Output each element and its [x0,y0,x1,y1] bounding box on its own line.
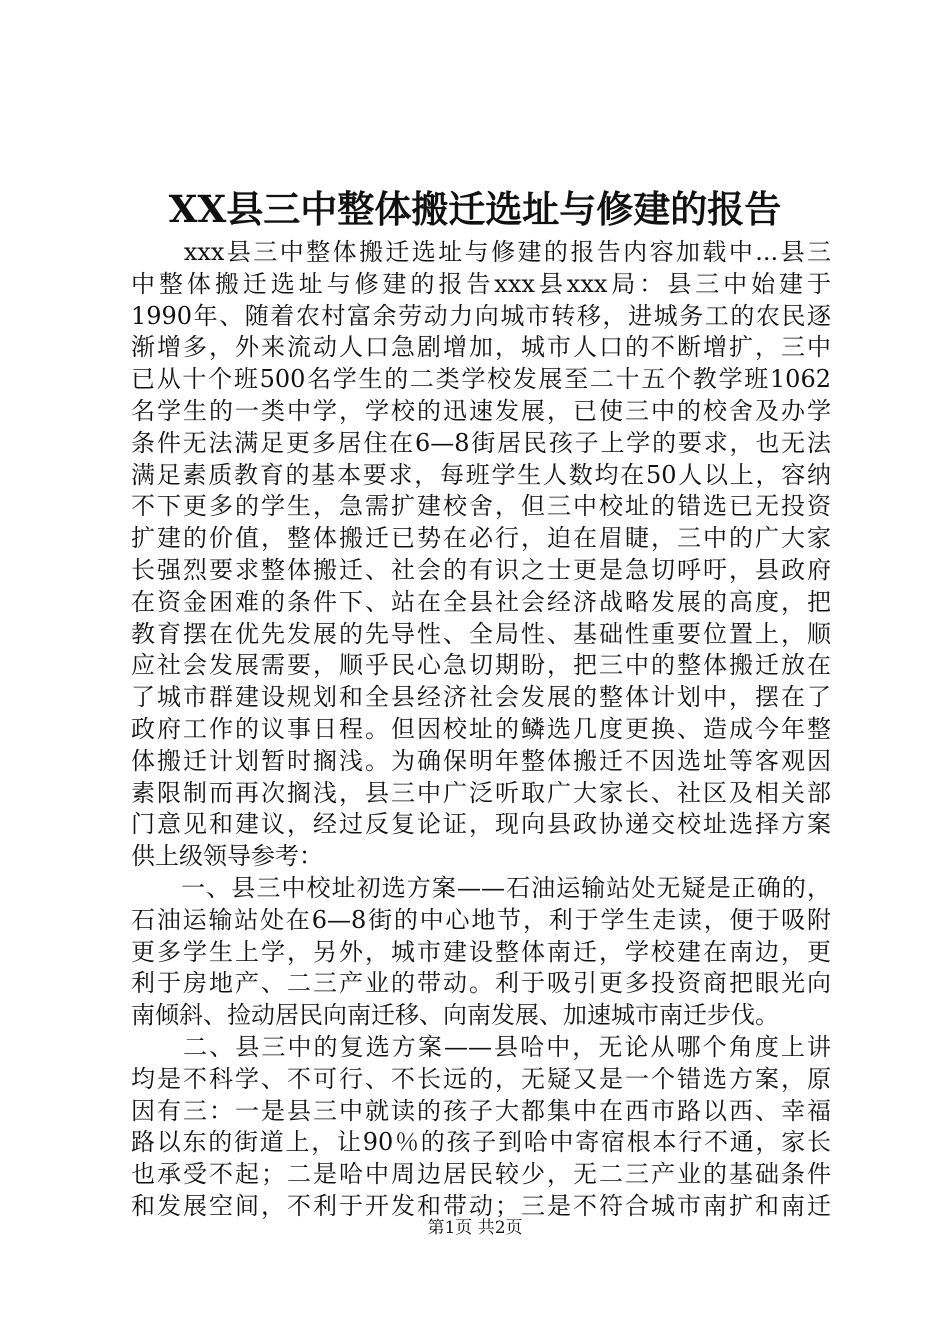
text-line: 供上级领导参考： [131,842,323,871]
text-line: 不下更多的学生，急需扩建校舍，但三中校址的错选已无投资 [131,492,831,521]
text-line: 均是不科学、不可行、不长远的，无疑又是一个错选方案，原 [131,1064,831,1093]
text-line: xxx县三中整体搬迁选址与修建的报告内容加载中...县三 [131,238,831,266]
text-line: 政府工作的议事日程。但因校址的鳞选几度更换、造成今年整 [131,714,831,743]
text-line: 应社会发展需要，顺乎民心急切期盼，把三中的整体搬迁放在 [131,651,831,680]
text-line: 在资金困难的条件下、站在全县社会经济战略发展的高度，把 [131,587,831,616]
paragraph-option-one [131,873,831,1032]
text-line: 利于房地产、二三产业的带动。利于吸引更多投资商把眼光向 [131,969,831,998]
text-line: 体搬迁计划暂时搁浅。为确保明年整体搬迁不因选址等客观因 [131,746,831,775]
text-line: 已从十个班500名学生的二类学校发展至二十五个教学班1062 [131,365,831,394]
text-line: 南倾斜、捡动居民向南迁移、向南发展、加速城市南迁步伐。 [131,1001,779,1030]
text-line: 二、县三中的复选方案——县哈中，无论从哪个角度上讲 [131,1032,831,1061]
text-line: 石油运输站处在6—8街的中心地节，利于学生走读，便于吸附 [131,905,831,934]
document-body [131,237,831,1223]
paragraph-intro [131,237,831,873]
document-title: XX县三中整体搬迁选址与修建的报告 [168,187,782,231]
text-line: 和发展空间，不利于开发和带动；三是不符合城市南扩和南迁 [131,1191,831,1220]
text-line: 更多学生上学，另外，城市建设整体南迁，学校建在南边，更 [131,937,831,966]
text-line: 了城市群建设规划和全县经济社会发展的整体计划中，摆在了 [131,683,831,712]
text-line: 也承受不起；二是哈中周边居民较少，无二三产业的基础条件 [131,1160,831,1189]
page-number-footer: 第1页 共2页 [427,1218,523,1238]
text-line: 素限制而再次搁浅，县三中广泛听取广大家长、社区及相关部 [131,778,831,807]
text-line: 扩建的价值，整体搬迁已势在必行，迫在眉睫，三中的广大家 [131,524,831,553]
text-line: 1990年、随着农村富余劳动力向城市转移，进城务工的农民逐 [131,301,831,330]
text-line: 教育摆在优先发展的先导性、全局性、基础性重要位置上，顺 [131,619,831,648]
text-line: 名学生的一类中学，学校的迅速发展，已使三中的校舍及办学 [131,396,831,425]
text-line: 一、县三中校址初选方案——石油运输站处无疑是正确的， [131,873,831,902]
text-line: 因有三：一是县三中就读的孩子大都集中在西市路以西、幸福 [131,1096,831,1125]
text-line: 长强烈要求整体搬迁、社会的有识之士更是急切呼吁，县政府 [131,555,831,584]
paragraph-option-two [131,1032,831,1223]
text-line: 路以东的街道上，让90％的孩子到哈中寄宿根本行不通，家长 [131,1128,831,1157]
text-line: 渐增多，外来流动人口急剧增加，城市人口的不断增扩，三中 [131,333,831,362]
text-line: 中整体搬迁选址与修建的报告xxx县xxx局：县三中始建于 [131,269,831,298]
text-line: 门意见和建议，经过反复论证，现向县政协递交校址选择方案 [131,810,831,839]
text-line: 满足素质教育的基本要求，每班学生人数均在50人以上，容纳 [131,460,831,489]
text-line: 条件无法满足更多居住在6—8街居民孩子上学的要求，也无法 [131,428,831,457]
